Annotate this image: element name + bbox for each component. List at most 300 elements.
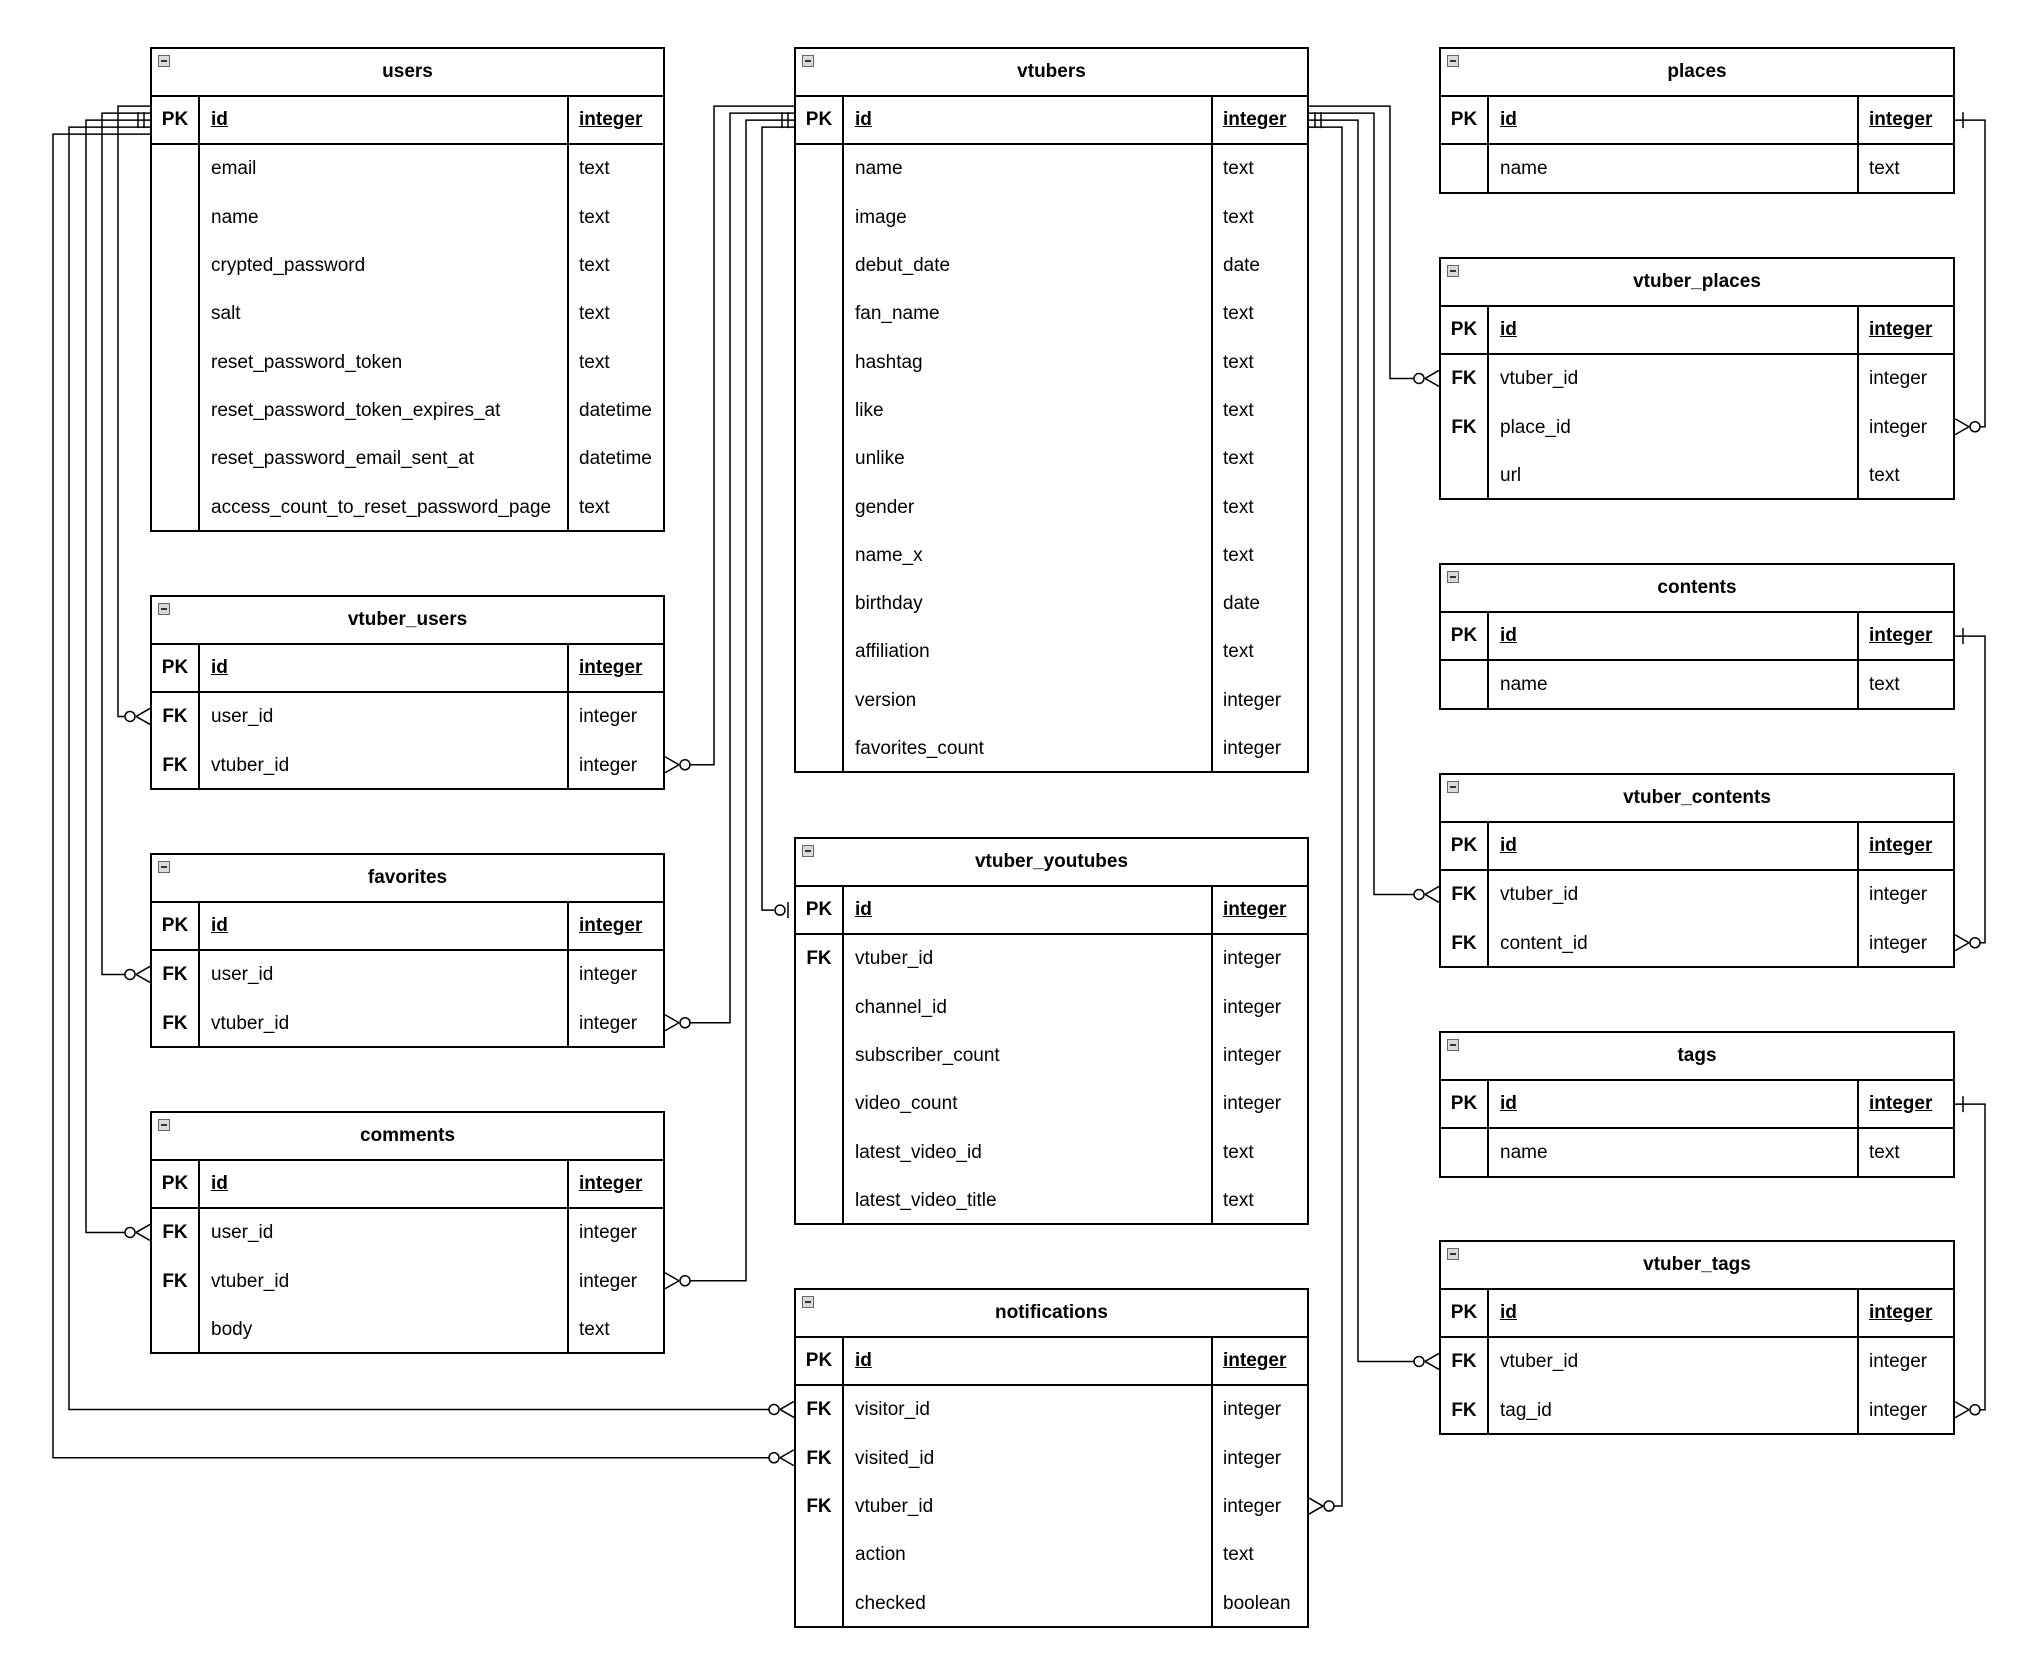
collapse-icon[interactable] xyxy=(1447,265,1459,277)
collapse-icon[interactable] xyxy=(158,55,170,67)
field-row-vtuber-id[interactable] xyxy=(796,935,1307,983)
field-row-hashtag[interactable] xyxy=(796,338,1307,386)
field-row-place-id[interactable] xyxy=(1441,404,1953,452)
field-row-latest-video-id[interactable] xyxy=(796,1128,1307,1176)
field-row-checked[interactable] xyxy=(796,1579,1307,1627)
field-row-visitor-id[interactable] xyxy=(796,1386,1307,1434)
field-type: integer xyxy=(1211,725,1307,773)
crows-foot-marker xyxy=(1955,935,1969,943)
field-key: FK xyxy=(1441,920,1489,968)
field-row-access-count-to-reset-password-page[interactable] xyxy=(152,483,663,531)
field-type: integer xyxy=(567,951,663,999)
field-key xyxy=(796,580,844,628)
zero-marker xyxy=(769,1453,779,1463)
field-name: image xyxy=(855,206,907,228)
field-type: text xyxy=(567,338,663,386)
crows-foot-marker xyxy=(1425,370,1439,378)
field-key: FK xyxy=(796,1435,844,1483)
zero-marker xyxy=(1324,1501,1334,1511)
field-key: FK xyxy=(152,1000,200,1048)
field-type: text xyxy=(567,242,663,290)
field-type: text xyxy=(1211,1531,1307,1579)
field-row-vtuber-id[interactable] xyxy=(152,1258,663,1306)
crows-foot-marker xyxy=(665,757,679,765)
field-key: FK xyxy=(796,935,844,983)
field-row-id[interactable] xyxy=(152,903,663,951)
field-key xyxy=(152,290,200,338)
field-row-name[interactable] xyxy=(1441,1129,1953,1177)
field-row-body[interactable] xyxy=(152,1306,663,1354)
crows-foot-marker xyxy=(1955,1402,1969,1410)
field-name: channel_id xyxy=(855,996,947,1018)
field-key: PK xyxy=(1441,1290,1489,1336)
field-row-unlike[interactable] xyxy=(796,435,1307,483)
field-type: datetime xyxy=(567,387,663,435)
collapse-icon[interactable] xyxy=(158,603,170,615)
field-name: latest_video_id xyxy=(855,1141,982,1163)
field-row-content-id[interactable] xyxy=(1441,920,1953,968)
field-type: text xyxy=(1857,1129,1953,1177)
entity-header[interactable] xyxy=(796,49,1307,97)
collapse-icon[interactable] xyxy=(1447,571,1459,583)
field-row-favorites-count[interactable] xyxy=(796,725,1307,773)
field-row-name[interactable] xyxy=(1441,145,1953,193)
entity-places[interactable] xyxy=(1439,47,1955,194)
field-name: user_id xyxy=(211,706,274,728)
zero-marker xyxy=(680,1018,690,1028)
field-key: FK xyxy=(152,1258,200,1306)
field-key: PK xyxy=(1441,1081,1489,1127)
field-name: name xyxy=(855,158,903,180)
crows-foot-marker xyxy=(1425,894,1439,902)
field-row-email[interactable] xyxy=(152,145,663,193)
field-row-visited-id[interactable] xyxy=(796,1435,1307,1483)
field-name: crypted_password xyxy=(211,255,366,277)
field-row-id[interactable] xyxy=(796,887,1307,935)
field-name: content_id xyxy=(1500,932,1588,954)
field-row-url[interactable] xyxy=(1441,452,1953,500)
relationship-line xyxy=(1309,113,1417,894)
field-type: integer xyxy=(1857,404,1953,452)
field-key xyxy=(796,290,844,338)
field-row-latest-video-title[interactable] xyxy=(796,1177,1307,1225)
crows-foot-marker xyxy=(1425,1361,1439,1369)
field-key xyxy=(796,435,844,483)
field-key xyxy=(152,483,200,531)
zero-marker xyxy=(1970,1405,1980,1415)
entity-header[interactable] xyxy=(1441,259,1953,307)
field-row-id[interactable] xyxy=(1441,1290,1953,1338)
field-name: name xyxy=(211,206,259,228)
entity-title: vtuber_places xyxy=(1633,271,1761,292)
crows-foot-marker xyxy=(1425,1353,1439,1361)
entity-header[interactable] xyxy=(152,855,663,903)
field-name: visited_id xyxy=(855,1447,935,1469)
field-row-name-x[interactable] xyxy=(796,532,1307,580)
field-type: text xyxy=(1857,145,1953,193)
field-name: name_x xyxy=(855,544,923,566)
field-row-affiliation[interactable] xyxy=(796,628,1307,676)
relationship-line xyxy=(102,113,150,974)
field-key xyxy=(796,483,844,531)
field-row-birthday[interactable] xyxy=(796,580,1307,628)
field-type: integer xyxy=(1211,677,1307,725)
field-type: datetime xyxy=(567,435,663,483)
field-type: text xyxy=(1211,387,1307,435)
field-name: subscriber_count xyxy=(855,1045,1000,1067)
field-key xyxy=(796,1080,844,1128)
field-type: text xyxy=(567,290,663,338)
crows-foot-marker xyxy=(780,1401,794,1409)
entity-header[interactable] xyxy=(796,839,1307,887)
entity-contents[interactable] xyxy=(1439,563,1955,710)
field-name: video_count xyxy=(855,1093,958,1115)
field-type: integer xyxy=(1857,1081,1953,1127)
entity-title: contents xyxy=(1657,577,1737,598)
field-name: id xyxy=(1500,835,1517,857)
field-type: integer xyxy=(1211,1483,1307,1531)
crows-foot-marker xyxy=(1955,419,1969,427)
collapse-icon[interactable] xyxy=(802,845,814,857)
field-key: PK xyxy=(796,887,844,933)
field-row-reset-password-email-sent-at[interactable] xyxy=(152,435,663,483)
field-name: reset_password_email_sent_at xyxy=(211,448,474,470)
crows-foot-marker xyxy=(1955,427,1969,435)
relationship-line xyxy=(118,106,150,716)
field-type: text xyxy=(1211,1177,1307,1225)
field-type: integer xyxy=(1211,1435,1307,1483)
field-row-action[interactable] xyxy=(796,1531,1307,1579)
field-row-name[interactable] xyxy=(152,194,663,242)
zero-marker xyxy=(1970,422,1980,432)
field-type: integer xyxy=(1211,1386,1307,1434)
relationship-line xyxy=(1309,127,1342,1506)
field-name: favorites_count xyxy=(855,738,984,759)
entity-vtuber-tags[interactable] xyxy=(1439,1240,1955,1435)
collapse-icon[interactable] xyxy=(802,55,814,67)
relationship-line xyxy=(86,120,150,1232)
entity-header[interactable] xyxy=(1441,1242,1953,1290)
field-type: text xyxy=(1211,145,1307,193)
field-key xyxy=(796,242,844,290)
field-name: place_id xyxy=(1500,416,1571,438)
entity-title: favorites xyxy=(367,867,448,888)
zero-marker xyxy=(125,1227,135,1237)
field-name: checked xyxy=(855,1592,926,1614)
field-name: vtuber_id xyxy=(855,948,934,970)
field-row-like[interactable] xyxy=(796,387,1307,435)
collapse-icon[interactable] xyxy=(158,861,170,873)
entity-title: tags xyxy=(1677,1045,1717,1066)
field-type: integer xyxy=(567,1161,663,1207)
field-row-crypted-password[interactable] xyxy=(152,242,663,290)
crows-foot-marker xyxy=(780,1450,794,1458)
field-row-version[interactable] xyxy=(796,677,1307,725)
field-type: text xyxy=(1211,435,1307,483)
field-key: FK xyxy=(152,1209,200,1257)
relationship-line xyxy=(687,113,794,1023)
field-type: integer xyxy=(1857,1290,1953,1336)
crows-foot-marker xyxy=(665,1281,679,1289)
field-row-salt[interactable] xyxy=(152,290,663,338)
field-row-vtuber-id[interactable] xyxy=(796,1483,1307,1531)
crows-foot-marker xyxy=(665,1023,679,1031)
crows-foot-marker xyxy=(665,1015,679,1023)
field-row-id[interactable] xyxy=(152,97,663,145)
field-row-user-id[interactable] xyxy=(152,951,663,999)
field-key xyxy=(796,984,844,1032)
entity-vtuber-users[interactable] xyxy=(150,595,665,790)
field-row-vtuber-id[interactable] xyxy=(152,1000,663,1048)
relationship-line xyxy=(687,120,794,1281)
zero-marker xyxy=(680,1276,690,1286)
field-type: integer xyxy=(1857,307,1953,353)
field-key: PK xyxy=(152,97,200,143)
collapse-icon[interactable] xyxy=(802,1296,814,1308)
crows-foot-marker xyxy=(136,1224,150,1232)
entity-header[interactable] xyxy=(152,1113,663,1161)
collapse-icon[interactable] xyxy=(158,1119,170,1131)
field-row-id[interactable] xyxy=(796,97,1307,145)
field-name: name xyxy=(1500,674,1548,696)
field-type: integer xyxy=(1857,871,1953,919)
entity-comments[interactable] xyxy=(150,1111,665,1354)
entity-header[interactable] xyxy=(1441,1033,1953,1081)
field-key: FK xyxy=(1441,871,1489,919)
field-row-reset-password-token[interactable] xyxy=(152,338,663,386)
field-row-id[interactable] xyxy=(796,1338,1307,1386)
field-name: birthday xyxy=(855,593,923,615)
field-name: vtuber_id xyxy=(855,1496,934,1518)
crows-foot-marker xyxy=(136,974,150,982)
entity-notifications[interactable] xyxy=(794,1288,1309,1628)
relationship-line xyxy=(1955,636,1985,943)
entity-vtuber-places[interactable] xyxy=(1439,257,1955,500)
field-type: integer xyxy=(1857,355,1953,403)
field-key: FK xyxy=(1441,404,1489,452)
zero-marker xyxy=(775,905,785,915)
field-key: FK xyxy=(1441,1338,1489,1386)
field-type: text xyxy=(1211,290,1307,338)
field-row-vtuber-id[interactable] xyxy=(1441,355,1953,403)
crows-foot-marker xyxy=(780,1458,794,1466)
field-key xyxy=(796,145,844,193)
relationship-line xyxy=(1955,1104,1985,1410)
field-name: access_count_to_reset_password_page xyxy=(211,496,552,518)
field-name: reset_password_token_expires_at xyxy=(211,399,501,421)
field-row-vtuber-id[interactable] xyxy=(1441,1338,1953,1386)
field-row-id[interactable] xyxy=(1441,613,1953,661)
zero-marker xyxy=(769,1404,779,1414)
entity-favorites[interactable] xyxy=(150,853,665,1048)
field-row-id[interactable] xyxy=(1441,823,1953,871)
field-name: hashtag xyxy=(855,351,923,373)
field-key xyxy=(1441,145,1489,193)
zero-marker xyxy=(1414,889,1424,899)
field-type: text xyxy=(1211,532,1307,580)
field-name: id xyxy=(211,657,228,679)
field-row-gender[interactable] xyxy=(796,483,1307,531)
field-key: PK xyxy=(1441,613,1489,659)
entity-title: vtuber_tags xyxy=(1643,1254,1751,1275)
field-type: text xyxy=(1211,483,1307,531)
field-name: user_id xyxy=(211,1222,274,1244)
field-type: integer xyxy=(567,903,663,949)
field-name: id xyxy=(211,109,228,131)
field-type: integer xyxy=(567,1209,663,1257)
field-row-id[interactable] xyxy=(152,645,663,693)
field-key xyxy=(1441,661,1489,709)
field-row-name[interactable] xyxy=(796,145,1307,193)
field-row-debut-date[interactable] xyxy=(796,242,1307,290)
field-type: text xyxy=(567,1306,663,1354)
entity-vtuber-youtubes[interactable] xyxy=(794,837,1309,1225)
field-key: FK xyxy=(152,951,200,999)
zero-marker xyxy=(1970,938,1980,948)
field-name: salt xyxy=(211,303,241,325)
field-name: name xyxy=(1500,1142,1548,1164)
field-type: text xyxy=(1857,452,1953,500)
entity-header[interactable] xyxy=(1441,775,1953,823)
field-key xyxy=(796,628,844,676)
field-key: PK xyxy=(1441,97,1489,143)
entity-header[interactable] xyxy=(152,597,663,645)
crows-foot-marker xyxy=(1425,886,1439,894)
field-name: vtuber_id xyxy=(211,1270,290,1292)
field-name: vtuber_id xyxy=(1500,884,1579,906)
entity-tags[interactable] xyxy=(1439,1031,1955,1178)
field-row-id[interactable] xyxy=(1441,307,1953,355)
entity-header[interactable] xyxy=(152,49,663,97)
crows-foot-marker xyxy=(136,708,150,716)
field-type: text xyxy=(567,194,663,242)
field-name: tag_id xyxy=(1500,1399,1552,1421)
field-type: integer xyxy=(1857,823,1953,869)
entity-header[interactable] xyxy=(1441,565,1953,613)
collapse-icon[interactable] xyxy=(1447,781,1459,793)
field-type: text xyxy=(1211,194,1307,242)
field-type: integer xyxy=(567,693,663,741)
field-row-vtuber-id[interactable] xyxy=(152,742,663,790)
field-name: latest_video_title xyxy=(855,1189,997,1211)
collapse-icon[interactable] xyxy=(1447,1039,1459,1051)
relationship-line xyxy=(762,127,794,910)
zero-marker xyxy=(680,760,690,770)
entity-title: places xyxy=(1667,61,1727,82)
relationship-line xyxy=(1309,120,1417,1361)
crows-foot-marker xyxy=(1955,1410,1969,1418)
field-name: email xyxy=(211,158,257,180)
field-row-user-id[interactable] xyxy=(152,1209,663,1257)
crows-foot-marker xyxy=(780,1409,794,1417)
field-type: date xyxy=(1211,580,1307,628)
field-name: fan_name xyxy=(855,303,940,325)
crows-foot-marker xyxy=(136,966,150,974)
entity-vtuber-contents[interactable] xyxy=(1439,773,1955,968)
field-type: integer xyxy=(1857,920,1953,968)
field-row-vtuber-id[interactable] xyxy=(1441,871,1953,919)
entity-title: comments xyxy=(359,1125,456,1146)
field-key xyxy=(152,194,200,242)
field-type: integer xyxy=(1857,1338,1953,1386)
entity-title: vtuber_youtubes xyxy=(974,851,1129,872)
field-type: integer xyxy=(1857,613,1953,659)
crows-foot-marker xyxy=(1955,943,1969,951)
field-key: FK xyxy=(152,742,200,790)
field-key xyxy=(796,387,844,435)
entity-title: notifications xyxy=(995,1302,1108,1323)
field-name: name xyxy=(1500,158,1548,180)
field-name: id xyxy=(211,1173,228,1195)
field-type: integer xyxy=(1211,1080,1307,1128)
field-key: FK xyxy=(796,1483,844,1531)
field-type: integer xyxy=(1857,1387,1953,1435)
field-key: PK xyxy=(152,1161,200,1207)
field-row-image[interactable] xyxy=(796,194,1307,242)
field-key xyxy=(152,435,200,483)
field-name: id xyxy=(1500,319,1517,341)
field-name: reset_password_token xyxy=(211,351,403,373)
field-name: vtuber_id xyxy=(1500,368,1579,390)
field-type: text xyxy=(567,145,663,193)
entity-header[interactable] xyxy=(796,1290,1307,1338)
field-key: PK xyxy=(796,97,844,143)
entity-users[interactable] xyxy=(150,47,665,532)
field-row-video-count[interactable] xyxy=(796,1080,1307,1128)
field-row-reset-password-token-expires-at[interactable] xyxy=(152,387,663,435)
field-type: integer xyxy=(567,742,663,790)
field-key xyxy=(796,1579,844,1627)
field-name: unlike xyxy=(855,448,905,470)
field-name: id xyxy=(855,1350,872,1372)
field-name: id xyxy=(855,899,872,921)
zero-marker xyxy=(1414,1356,1424,1366)
field-row-tag-id[interactable] xyxy=(1441,1387,1953,1435)
collapse-icon[interactable] xyxy=(1447,1248,1459,1260)
zero-marker xyxy=(125,969,135,979)
collapse-icon[interactable] xyxy=(1447,55,1459,67)
field-row-user-id[interactable] xyxy=(152,693,663,741)
field-key xyxy=(796,194,844,242)
crows-foot-marker xyxy=(665,1273,679,1281)
field-row-id[interactable] xyxy=(1441,97,1953,145)
zero-marker xyxy=(1414,373,1424,383)
field-key: PK xyxy=(1441,307,1489,353)
field-row-id[interactable] xyxy=(1441,1081,1953,1129)
field-row-name[interactable] xyxy=(1441,661,1953,709)
entity-vtubers[interactable] xyxy=(794,47,1309,773)
field-row-fan-name[interactable] xyxy=(796,290,1307,338)
field-type: integer xyxy=(1211,984,1307,1032)
field-name: affiliation xyxy=(855,641,930,663)
field-row-channel-id[interactable] xyxy=(796,984,1307,1032)
entity-header[interactable] xyxy=(1441,49,1953,97)
field-name: vtuber_id xyxy=(211,754,290,776)
field-key xyxy=(796,1032,844,1080)
crows-foot-marker xyxy=(136,716,150,724)
field-key: PK xyxy=(152,645,200,691)
field-row-subscriber-count[interactable] xyxy=(796,1032,1307,1080)
zero-marker xyxy=(125,711,135,721)
field-name: id xyxy=(211,915,228,937)
field-name: action xyxy=(855,1544,906,1566)
field-name: id xyxy=(1500,1093,1517,1115)
field-type: integer xyxy=(1211,935,1307,983)
field-name: vtuber_id xyxy=(211,1012,290,1034)
field-row-id[interactable] xyxy=(152,1161,663,1209)
field-type: integer xyxy=(567,645,663,691)
relationship-line xyxy=(1309,106,1417,378)
